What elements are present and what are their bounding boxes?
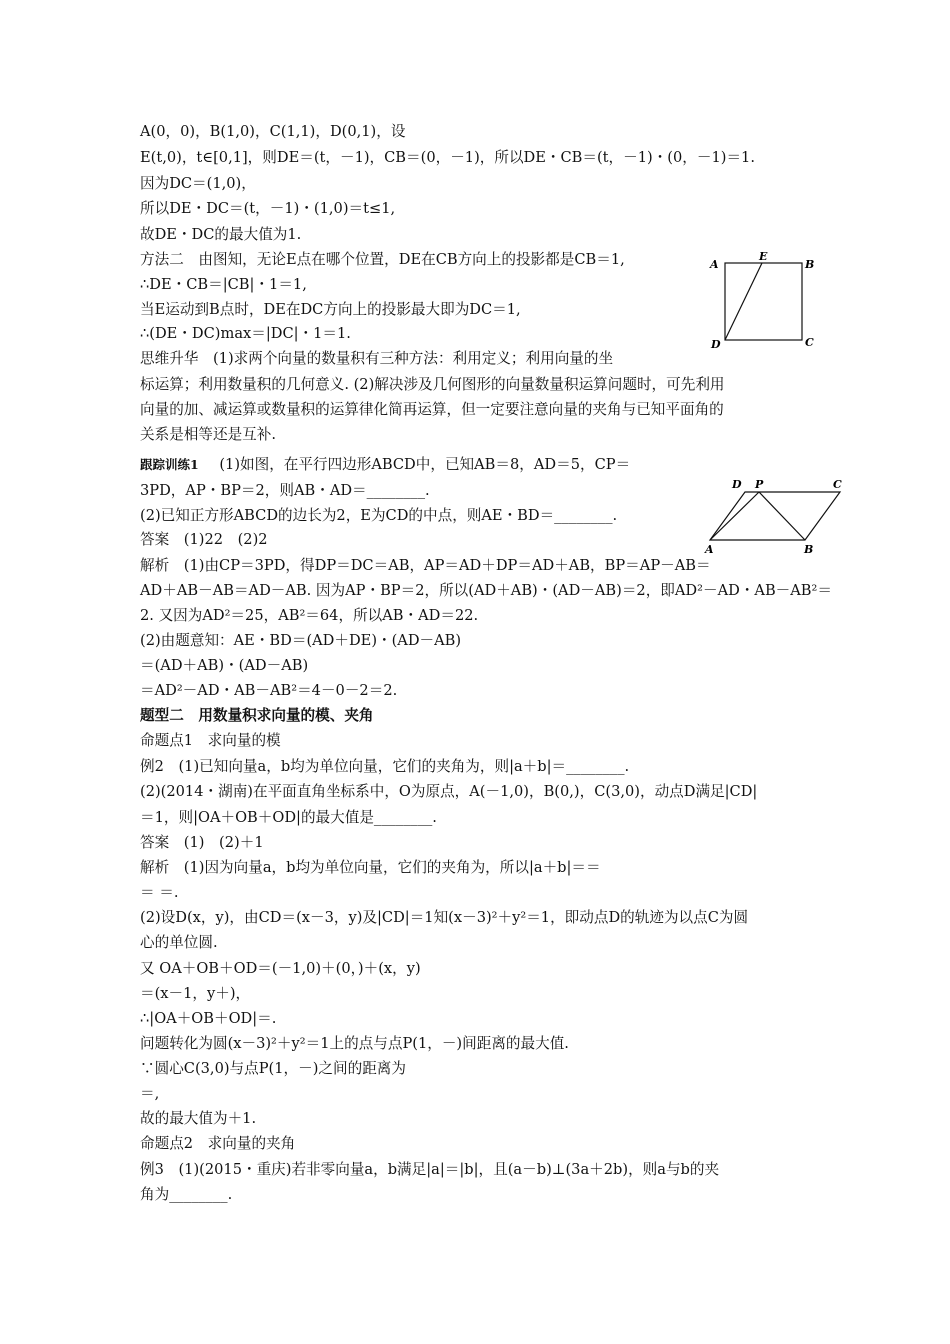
text-line: 解析 (1)因为向量a，b均为单位向量，它们的夹角为，所以|a＋b|＝＝ <box>140 859 601 876</box>
label-d: D <box>732 478 742 491</box>
text-line: 思维升华 (1)求两个向量的数量积有三种方法：利用定义；利用向量的坐 <box>140 350 614 367</box>
text-line: 标运算；利用数量积的几何意义. (2)解决涉及几何图形的向量数量积运算问题时，可先利用 <box>140 376 725 393</box>
segment-ap <box>710 492 759 540</box>
text-line: 心的单位圆. <box>140 934 218 951</box>
text-line: 故的最大值为＋1. <box>140 1110 257 1127</box>
text-line: 答案 (1) (2)＋1 <box>140 834 264 851</box>
segment-bp <box>759 492 805 540</box>
label-d: D <box>711 338 721 350</box>
label-e: E <box>759 250 768 263</box>
label-c: C <box>833 478 842 491</box>
text-line: ∵圆心C(3,0)与点P(1，－)之间的距离为 <box>140 1060 406 1077</box>
text-line: 当E运动到B点时，DE在DC方向上的投影最大即为DC＝1, <box>140 301 521 318</box>
text-line: 3PD，AP・BP＝2，则AB・AD＝________. <box>140 482 430 499</box>
text-line: (2)(2014・湖南)在平面直角坐标系中，O为原点，A(－1,0)，B(0,)，C(3,0)，动点D满足|CD| <box>140 783 758 800</box>
label-b: B <box>804 543 814 556</box>
text-line: 例2 (1)已知向量a，b均为单位向量，它们的夹角为，则|a＋b|＝________. <box>140 758 630 775</box>
text-line: (2)由题意知：AE・BD＝(AD＋DE)・(AD－AB) <box>140 632 462 649</box>
text-line: 所以DE・DC＝(t，－1)・(1,0)＝t≤1, <box>140 200 396 217</box>
text-line: 命题点2 求向量的夹角 <box>140 1135 296 1152</box>
label-p: P <box>755 478 764 491</box>
label-a: A <box>710 258 719 271</box>
text-line: 角为________. <box>140 1186 233 1203</box>
text-line: 方法二 由图知，无论E点在哪个位置，DE在CB方向上的投影都是CB＝1, <box>140 251 625 268</box>
label-a: A <box>705 543 714 556</box>
section-heading: 题型二 用数量积求向量的模、夹角 <box>140 707 374 724</box>
text-line: ∴|OA＋OB＋OD|＝. <box>140 1010 277 1027</box>
text-line: 答案 (1)22 (2)2 <box>140 531 268 548</box>
text-line: ＝AD²－AD・AB－AB²＝4－0－2＝2. <box>140 682 398 699</box>
text-line: 命题点1 求向量的模 <box>140 732 281 749</box>
text-line: ＝(x－1，y＋)， <box>140 985 251 1002</box>
segment-de <box>725 263 762 340</box>
text-line: ＝(AD＋AB)・(AD－AB) <box>140 657 309 674</box>
exercise-text: (1)如图，在平行四边形ABCD中，已知AB＝8，AD＝5，CP＝ <box>219 456 631 473</box>
text-line: ＝, <box>140 1085 160 1102</box>
text-line: 又 OA＋OB＋OD＝(－1,0)＋(0，)＋(x，y) <box>140 960 421 977</box>
text-line: 向量的加、减运算或数量积的运算律化简再运算，但一定要注意向量的夹角与已知平面角的 <box>140 401 724 418</box>
square-outline <box>725 263 802 340</box>
text-line: 故DE・DC的最大值为1. <box>140 226 302 243</box>
text-line: 例3 (1)(2015・重庆)若非零向量a，b满足|a|＝|b|，且(a－b)⊥(3a＋2b)，则a与b的夹 <box>140 1161 720 1178</box>
text-line: 因为DC＝(1,0)， <box>140 175 256 192</box>
parallelogram-outline <box>710 492 840 540</box>
text-line: ＝1，则|OA＋OB＋OD|的最大值是________. <box>140 809 437 826</box>
text-line: (2)已知正方形ABCD的边长为2，E为CD的中点，则AE・BD＝________. <box>140 507 618 524</box>
text-line: ∴DE・CB＝|CB|・1＝1, <box>140 276 307 293</box>
text-line: 问题转化为圆(x－3)²＋y²＝1上的点与点P(1，－)间距离的最大值. <box>140 1035 569 1052</box>
exercise-line <box>140 455 630 475</box>
exercise-tag: 跟踪训练1 <box>140 457 199 472</box>
square-figure <box>705 250 820 350</box>
text-line: 关系是相等还是互补. <box>140 426 276 443</box>
label-c: C <box>805 336 814 349</box>
text-line: 解析 (1)由CP＝3PD，得DP＝DC＝AB，AP＝AD＋DP＝AD＋AB，BP＝AP－AB＝ <box>140 557 711 574</box>
text-line: A(0，0)，B(1,0)，C(1,1)，D(0,1)，设 <box>140 123 406 140</box>
parallelogram-figure <box>700 475 850 560</box>
text-line: ∴(DE・DC)max＝|DC|・1＝1. <box>140 325 351 342</box>
text-line: ＝ ＝. <box>140 884 179 901</box>
text-line: E(t,0)，t∈[0,1]，则DE＝(t，－1)，CB＝(0，－1)，所以DE・CB＝(t，－1)・(0，－1)＝1. <box>140 149 755 166</box>
label-b: B <box>805 258 815 271</box>
text-line: 2. 又因为AD²＝25，AB²＝64，所以AB・AD＝22. <box>140 607 479 624</box>
text-line: AD＋AB－AB＝AD－AB. 因为AP・BP＝2，所以(AD＋AB)・(AD－AB)＝2，即AD²－AD・AB－AB²＝ <box>140 582 832 599</box>
text-line: (2)设D(x，y)，由CD＝(x－3，y)及|CD|＝1知(x－3)²＋y²＝1，即动点D的轨迹为以点C为圆 <box>140 909 749 926</box>
